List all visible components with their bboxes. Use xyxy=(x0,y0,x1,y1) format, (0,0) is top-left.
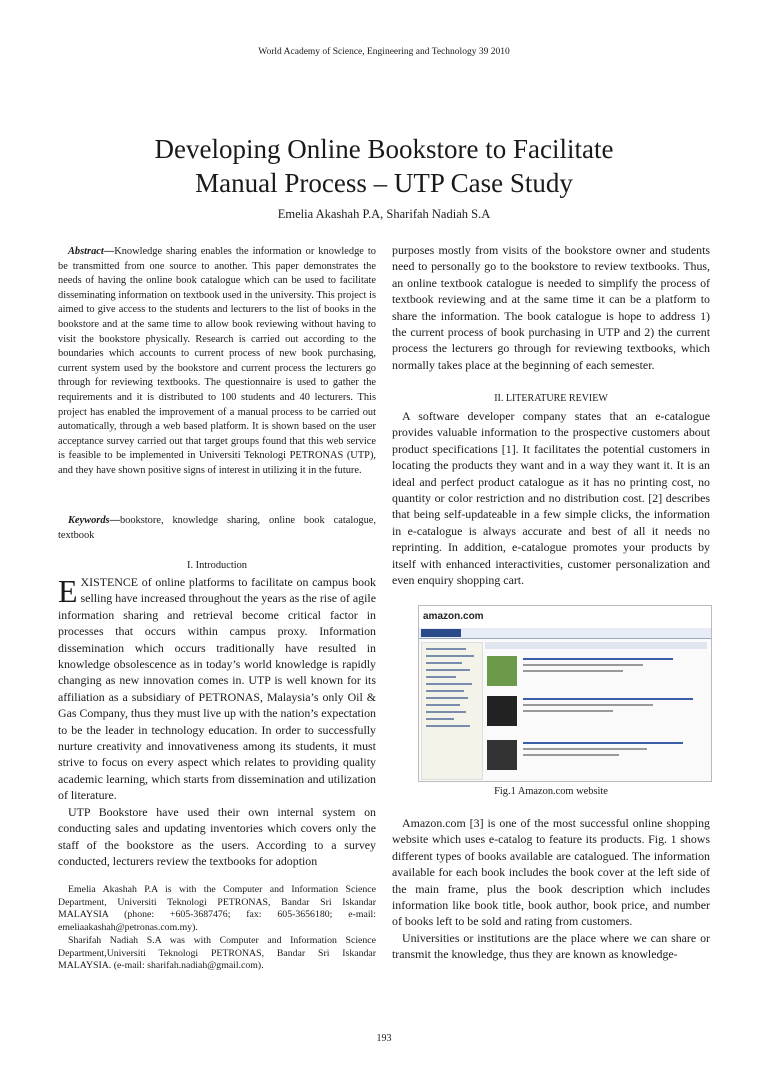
amazon-header xyxy=(419,606,711,629)
author-footnote xyxy=(58,884,376,973)
running-header: World Academy of Science, Engineering and Technology 39 2010 xyxy=(258,47,510,57)
intro-paragraph-3: purposes mostly from visits of the bookstore owner and students need to personally go to the bookstore to review textbooks. Thus, an online textbook catalogue is needed to simplify the process of textbook reviewing and at the same time it can be a platform to share the information. The book catalogue is hope to address 1) the current process of book purchasing in UTP and 2) the current process the lecturers go through for reviewing textbooks, which normally takes place at the beginning of each semester. xyxy=(392,243,710,372)
footnote-author-2: Sharifah Nadiah S.A was with Computer and Information Science Department,Universiti Teknologi PETRONAS, Bandar Sri Iskandar MALAYSIA. (e-mail: sharifah.nadiah@gmail.com). xyxy=(58,934,376,972)
section-heading-introduction: I. Introduction xyxy=(186,560,248,571)
section-heading-literature-review: II. LITERATURE REVIEW xyxy=(494,393,608,404)
keywords xyxy=(58,514,376,543)
amazon-departments-button xyxy=(421,629,461,637)
literature-review-continued xyxy=(392,815,710,963)
figure-caption: Fig.1 Amazon.com website xyxy=(494,786,608,797)
book-cover-2 xyxy=(487,696,517,726)
intro-continued xyxy=(392,242,710,373)
literature-paragraph-1: A software developer company states that an e-catalogue provides valuable information to the prospective customers about product specifications [1]. It facilitates the potential customers in locating the products they want and in a way they want it. It is an ideal and perfect product catalogue as it has no printing cost, no quantity or color restriction and no distribution cost. [2] describes that being self-updateable in a few simple clicks, the information in e-catalogue is always accurate and best of all it needs no reprinting. In addition, e-catalogue promotes your products by itself with enhanced interactivities, customer personalization and even enquiry shopping cart. xyxy=(392,409,710,588)
intro-paragraph-2: UTP Bookstore have used their own internal system on conducting sales and updating inventories which covers only the staff of the bookstore as the users. According to a survey conducted, lecturers review the textbooks for adoption xyxy=(58,804,376,868)
authors: Emelia Akashah P.A, Sharifah Nadiah S.A xyxy=(277,207,491,221)
amazon-results-bar xyxy=(485,642,707,649)
footnote-author-1: Emelia Akashah P.A is with the Computer and Information Science Department, Universiti Teknologi PETRONAS, Bandar Sri Iskandar MALAYSIA (phone: +605-3687476; fax: 605-3656180; e-mail: emeliaakashah@petronas.com.my). xyxy=(58,884,376,934)
abstract-label: Abstract xyxy=(68,246,104,257)
keywords-label: Keywords xyxy=(68,515,110,526)
title-line-2: Manual Process – UTP Case Study xyxy=(195,168,573,198)
paper-title xyxy=(60,132,708,200)
literature-review xyxy=(392,408,710,588)
introduction xyxy=(58,574,376,869)
amazon-logo: amazon.com xyxy=(423,611,484,622)
amazon-results xyxy=(485,642,707,778)
book-cover-1 xyxy=(487,656,517,686)
abstract-dash: — xyxy=(103,246,115,257)
abstract xyxy=(58,245,376,479)
literature-paragraph-2: Amazon.com [3] is one of the most successful online shopping website which uses e-catalog to feature its products. Fig. 1 shows different types of books available are catalogued. The information available for each book includes the book cover at the left side of the main frame, plus the book description which includes information like book title, book author, book price, and number of books left to be sold and rating from customers. xyxy=(392,816,710,929)
intro-paragraph-1: EXISTENCE of online platforms to facilitate on campus book selling have increased throughout the years as the rise of agile information sharing and retrieval become critical factor in processes that occurs within campus proxy. Information dissemination which occurs traditionally have resulted in knowledge obsolescence as in today’s world knowledge is rapidly changing as new innovation comes in. UTP is well known for its affiliation as a subsidiary of PETRONAS, Malaysia’s only Oil & Gas Company, thus they must live up with the nation’s expectation to be the leader in technology education. In order to successfully nurture creativity and innovativeness among its students, it must strive to focus on every aspect which relates to providing quality academic learning, which starts from dissemination and utilization of literature. xyxy=(58,573,376,803)
abstract-text: Knowledge sharing enables the information or knowledge to be transmitted from one source to another. This paper demonstrates the needs of having the online book catalogue which can be used to facilitate disseminating information on textbook used in the university. This project is aimed to give access to the students and lecturers to the list of books in the bookstore and at the same time to allow book reviewing without having to visit the bookstore physically. Research is carried out according to the boundaries which accounts to current process of new book purchasing, current system used by the bookstore and current process the lecturers go through for reviewing textbooks. The questionnaire is used to gather the requirements and it is distributed to 100 students and 40 lecturers. This project has enabled the improvement of a manual process to be carried out automatically, through a web based platform. It is shown based on the user acceptance survey carried out that target groups found that this web service is feasible to be implemented in Universiti Teknologi PETRONAS (UTP), and they have shown positive signs of interest in utilizing it in the future. xyxy=(58,246,376,476)
literature-paragraph-3: Universities or institutions are the place where we can share or transmit the knowledge, thus they are known as knowledge- xyxy=(392,930,710,962)
keywords-dash: — xyxy=(109,515,120,526)
amazon-nav-bar xyxy=(419,628,711,639)
page-number: 193 xyxy=(376,1033,392,1044)
amazon-sidebar xyxy=(421,642,483,780)
keywords-text: bookstore, knowledge sharing, online book catalogue, textbook xyxy=(58,515,376,541)
title-line-1: Developing Online Bookstore to Facilitate xyxy=(154,134,614,164)
book-cover-3 xyxy=(487,740,517,770)
figure-amazon-screenshot xyxy=(418,605,712,782)
